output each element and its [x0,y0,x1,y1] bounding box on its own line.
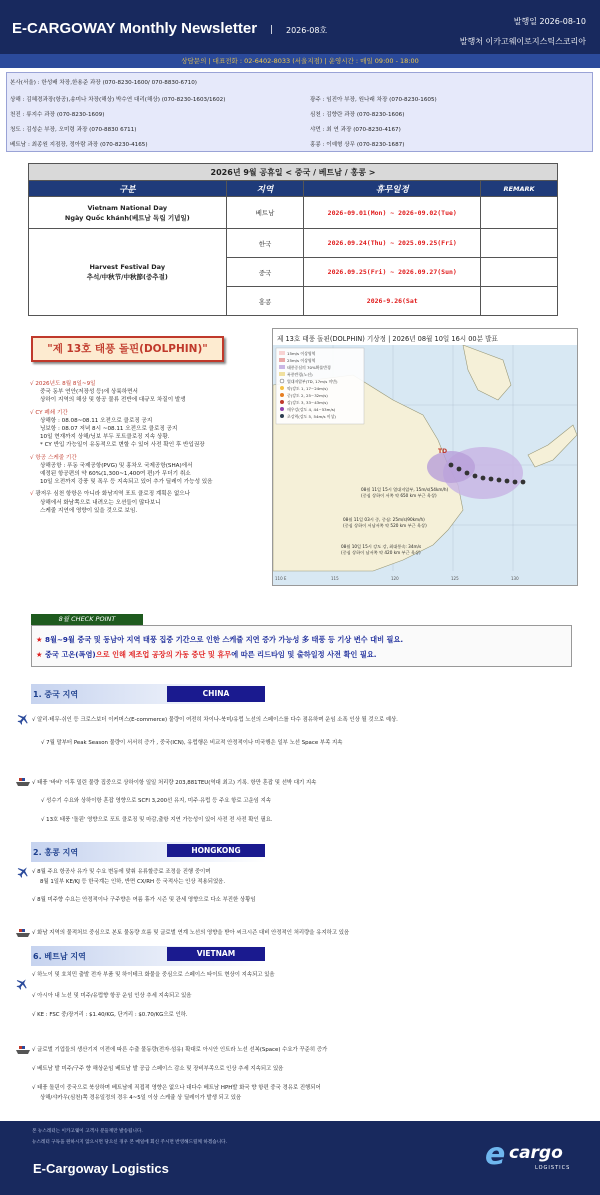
period-cell: 2026.09.24(Thu) ~ 2025.09.25(Fri) [304,229,481,258]
holiday-name-en: Vietnam National Day [87,203,168,212]
typhoon-details [30,380,270,519]
checkpoint-line [36,650,377,660]
map-graphic [273,345,577,585]
typhoon-item-head: 항공 스케줄 기간 [35,454,77,461]
typhoon-line: 광저우 심천 항항은 아니라 화남지역 포트 클로징 계획은 없으나 [35,491,191,498]
col-category: 구분 [29,181,227,197]
bullet-text: √ 13호 태풍 '돌핀' 영향으로 포트 클로징 및 마감,출항 지연 가능성이 있어 사전 전 사전 확인 필요. [41,817,273,823]
period-cell: 2026.09.25(Fri) ~ 2026.09.27(Sun) [304,258,481,287]
typhoon-item [30,380,270,405]
legend-item: 매우강(강도 4, 44~53m/s) [287,407,336,412]
typhoon-item [30,454,270,487]
issue-date: 발행일 2026-08-10 [513,17,586,26]
typhoon-line: 상해항 : 08.08~08.11 오전으로 클로징 공지 [40,417,153,424]
region-cell: 베트남 [226,197,304,229]
typhoon-line: 스케줄 지연에 영향이 있을 것으로 보임. [40,507,138,514]
office-hongkong: 홍콩 : 이예형 상무 (070-8230-1687) [310,142,405,148]
check-icon: √ [30,409,34,416]
map-title: 제 13호 태풍 돌핀(DOLPHIN) 기상정 | 2026년 08월 10일 16시 00분 발표 [277,335,498,343]
section-title: 1. 중국 지역 [33,690,79,699]
newsletter-title: E-CARGOWAY Monthly Newsletter [12,20,258,37]
office-guangzhou: 광주 : 임진아 부장, 원나래 차장 (070-8230-1605) [310,97,437,103]
region-cell: 한국 [226,229,304,258]
section-title: 6. 베트남 지역 [33,952,86,961]
office-tianjin: 천진 : 류지수 과장 (070-8230-1609) [10,112,105,118]
logo-sub: LOGISTICS [535,1165,571,1171]
track-note: (중심 상하이 서남서쪽 약 520 km 부근 육상) [343,523,427,528]
remark-cell [481,229,558,258]
contact-bar: 상담문의 | 대표전화 : 02-6402-8033 (서울지점) | 운영시간 : 매일 09:00 - 18:00 [0,54,600,68]
col-region: 지역 [226,181,304,197]
legend-item: 태풍중심의 70%확률반경 [287,365,331,370]
holiday-caption: 2026년 9월 공휴일 < 중국 / 베트남 / 홍콩 > [29,164,558,181]
legend-item: 25m/s 이상영역 [287,358,316,363]
checkpoint-line [36,635,403,645]
header-banner [0,0,600,54]
track-note: 08월 11일 03시 중, 중심: 25m/s(90km/h) [343,517,425,522]
col-schedule: 휴무일정 [304,181,481,197]
axis-label: 130 [511,576,519,581]
checkpoint-text: 8월~9월 중국 및 동남아 지역 태풍 집중 기간으로 인한 스케쥴 지연 증가 가능성 多 태풍 등 기상 변수 대비 필요. [44,635,404,644]
issue-number: 2026-08호 [286,26,328,35]
typhoon-item-head: 2026년도 8월 8일~9일 [35,381,96,387]
axis-label: 125 [451,576,459,581]
period-cell: 2026-9.26(Sat [304,287,481,316]
star-icon: ★ [36,650,43,659]
bullet-text: √ 아시아 내 노선 및 미주/유럽향 항공 운임 인상 추세 지속되고 있음 [32,993,192,999]
typhoon-line: 중국 동부 연안(저장성 등)에 상륙하면서 [40,389,138,396]
bullet-text: √ 7월 말부터 Peak Season 물량이 서서히 증가 , 중국(ICN), 유럽행은 비교적 안정적이나 미국행은 일부 노선 Space 부족 지속 [41,740,343,746]
typhoon-line: 상해에서 화남쪽으로 내려오는 오션들이 많다보니 [40,499,161,506]
period-cell: 2026-09.01(Mon) ~ 2026-09.02(Tue) [304,197,481,229]
bullet-text: √ 성수기 수요와 상하이항 혼잡 영향으로 SCFI 3,200선 유지, 미주·유럽 등 주요 항로 고운임 지속 [41,798,272,804]
ecargo-logo [485,1137,580,1177]
holiday-name [29,197,227,229]
airplane-icon [17,713,29,725]
track-note: 08월 11일 15시 열대저압부, 15m/s(54km/h) [361,487,449,492]
header-separator: | [270,25,274,35]
typhoon-line: 상하이 지역의 해상 및 항공 물류 전반에 대규모 차질이 발생 [40,397,186,404]
typhoon-item [30,409,270,450]
legend-item: 15m/s 이상영역 [287,351,316,356]
bullet-text: √ 8월 미주향 수요는 안정적이나 구주향은 여름 휴가 시즌 및 관세 영향으로 다소 부진한 상황임 [32,897,256,903]
region-cell: 홍콩 [226,287,304,316]
airplane-icon [16,978,28,990]
bullet-text: √ KE : FSC 중/장거리 : $1.40/KG, 단거리 : $0.70/KG으로 인하. [32,1012,188,1018]
remark-cell [481,197,558,229]
legend-item: 중(강도 2, 25~32m/s) [287,393,328,398]
td-label: TD [438,448,448,455]
footer [0,1121,600,1195]
typhoon-title: "제 13호 태풍 돌핀(DOLPHIN)" [31,336,224,362]
holiday-name-local: 추석/中秋节/中秋節(중추절) [86,273,168,281]
typhoon-track-map [272,328,578,586]
legend-item: 열대저압부(TD, 17m/s 미만) [287,379,338,384]
section-tag-vietnam: VIETNAM [167,947,265,961]
publisher: 발행처 이카고웨이로지스틱스코리아 [459,37,586,46]
remark-cell [481,287,558,316]
track-note: (중심 상하이 서쪽 약 650 km 부근 육상) [361,493,437,498]
checkpoint-text: 에 따른 리드타임 및 출하일정 사전 확인 필요. [231,650,377,659]
office-vietnam: 베트남 : 최종원 지점장, 정아람 과장 (070-8230-4165) [10,142,148,148]
footer-note: 뉴스레터 구독을 원하시지 않으시면 당으신 경우 본 메일에 회신 주시면 반영해드릴께 하겠습니다. [32,1140,228,1145]
check-icon: √ [30,381,34,387]
logo-e: e [485,1137,506,1172]
bullet-text: √ 글로벌 기업들의 생산기지 이전에 따른 수출 물동량(전자·섬유) 확대로 아시안 인트라 노선 선복(Space) 수요가 꾸준히 증가 [32,1047,328,1053]
office-shanghai: 상해 : 김혜경과장(항공),송미나 차장(해상) 박수연 대리(해상) (070-8230-1603/1602) [10,97,226,103]
ship-icon [16,928,30,938]
bullet-text: √ 알리·테무·쉬인 등 크로스보더 이커머스(E-commerce) 물량이 여전히 차이나-북미/유럽 노선의 스페이스를 다수 점유하며 운임 소폭 인상 될 것으로 예상. [32,717,398,723]
section-title: 2. 홍콩 지역 [33,848,79,857]
legend-item: 강(강도 3, 33~43m/s) [287,400,328,405]
table-row [29,229,558,258]
holiday-name-en: Harvest Festival Day [89,263,166,271]
bullet-text: √ 하노이 및 호치민 출발 전자 부품 및 하이테크 화물을 중심으로 스페이스 타이트 현상이 지속되고 있음 [32,972,275,978]
office-contacts [6,72,593,152]
bullet-text: √ 베트남 발 미주/구주 향 해상운임 베트남 발 공급 스페이스 감소 및 장비부족으로 인상 추세 지속되고 있음 [32,1066,284,1072]
office-xiamen: 샤먼 : 최 연 과장 (070-8230-4167) [310,127,401,133]
ship-icon [16,1045,30,1055]
ship-icon [16,777,30,787]
legend-item: 약(강도 1, 17~24m/s) [287,386,328,391]
typhoon-item [30,490,270,515]
holiday-table [28,163,558,316]
typhoon-line: 10일 현재까지 상해/닝보 부두 포트클로징 지속 상황. [40,434,170,441]
checkpoint-text: 중국 고온(폭염) [44,650,96,659]
checkpoint-highlight: 으로 인해 제조업 공장의 가동 중단 및 휴무 [95,650,232,659]
legend-item: 폭풍반경(노선) [287,372,313,377]
bullet-text: 8월 1일부 KE/KJ 등 한국계는 인하, 반면 CX/RH 등 국적사는 인상 적용되었음. [40,879,226,885]
typhoon-line: 상해공항 : 푸동 국제공항(PVG) 및 홍차오 국제공항(SHA)에서 [40,462,193,469]
track-note: (중심 상하이 남서쪽 약 420 km 부근 육상) [341,550,421,555]
axis-label: 110 E [275,576,287,581]
bullet-text: 상해/샤카우(심천)쪽 경유일정의 경우 4~5일 이상 스케쥴 상 딜레이가 발생 되고 있음 [40,1095,242,1101]
typhoon-line: * CY 반입 가능일이 유동적으로 변할 수 있어 사전 확인 후 반입권장 [40,442,205,449]
airplane-icon [17,866,29,878]
bullet-text: √ 화남 지역의 물적처브 중심으로 본토 물동량 흐름 및 글로벌 연계 노선의 영향을 받아 씨크시즌 대비 안정적인 처리량을 유지하고 있음 [32,930,350,936]
star-icon: ★ [36,635,43,644]
holiday-name-local: Ngày Quốc khánh(베트남 독립 기념일) [64,213,190,222]
bullet-text: √ 8월 주요 항공사 유가 및 수요 변동에 맞춰 유류할증료 조정을 진행 중이며 [32,869,211,875]
remark-cell [481,258,558,287]
legend-item: 초강력(강도 5, 54m/s 이상) [287,414,336,419]
check-icon: √ [30,454,34,461]
region-cell: 중국 [226,258,304,287]
footer-note: 본 뉴스레터는 이카고웨이 고객사 분들께만 발송됩니다. [32,1129,143,1134]
col-remark: REMARK [481,181,558,197]
section-tag-hongkong: HONGKONG [167,844,265,857]
bullet-text: √ 태풍 돌핀이 중국으로 북상하며 베트남에 직접적 영향은 없으나 대다수 베트남 HPH발 화국 향 항편 중국 경유로 진행되어 [32,1085,321,1091]
table-row [29,197,558,229]
checkpoint-box [31,625,572,667]
office-shenzhen: 심천 : 김향란 과장 (070-8230-1606) [310,112,405,118]
check-icon: √ [30,491,34,498]
company-name: E-Cargoway Logistics [33,1161,169,1176]
holiday-name [29,229,227,316]
typhoon-line: 닝보항 : 08.07 저녁 8시 ~08.11 오전으로 클로징 공지 [40,426,178,433]
axis-label: 115 [331,576,339,581]
typhoon-line: 10일 오전까지 강풍 및 폭우 등 지속되고 있어 추가 딜레이 가능성 있음 [40,479,213,486]
track-note: 08월 10일 15시 강도 강, 최대풍속: 34m/s [341,544,422,549]
checkpoint-tab: 8월 CHECK POINT [31,614,143,625]
office-seoul: 본사(서울) : 한성배 차장,한용준 과장 (070-8230-1600/ 070-8830-6710) [10,80,197,86]
section-tag-china: CHINA [167,686,265,702]
axis-label: 120 [391,576,399,581]
bullet-text: √ 태풍 '바비' 이후 밀린 물량 집중으로 상하이항 일일 처리량 203,881TEU(역대 최고) 기록. 항만 혼잡 및 선박 대기 지속 [32,780,317,786]
typhoon-item-head: CY 폐쇄 기간 [35,409,68,416]
typhoon-line: 예정된 항공편의 약 60%(1,300~1,400여 편)가 무더기 취소 [40,471,191,478]
office-qingdao: 청도 : 김성순 부장, 오미령 과장 (070-8830 6711) [10,127,137,133]
logo-word: cargo [509,1143,563,1163]
